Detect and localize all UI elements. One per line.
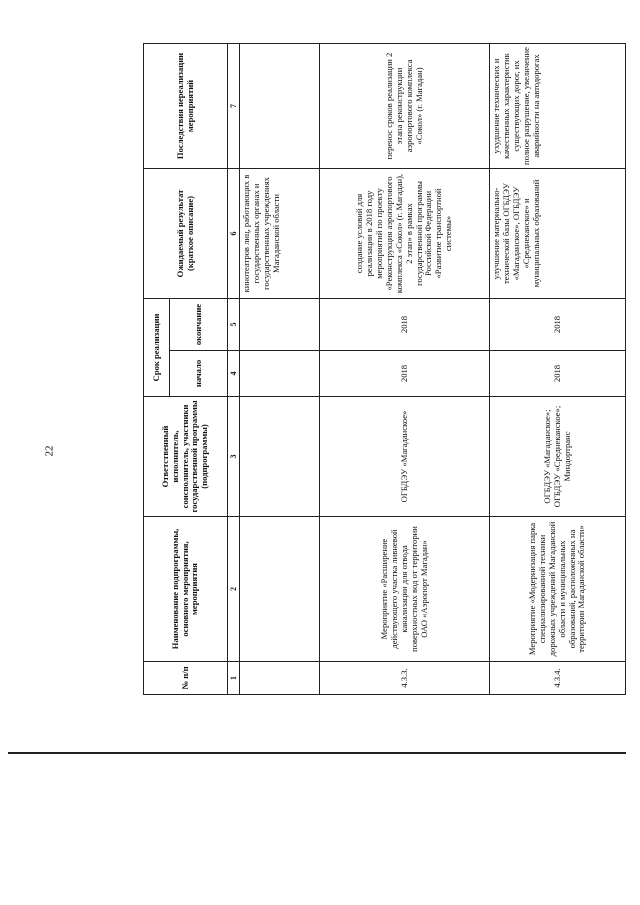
header-num: № п/п	[144, 662, 228, 695]
row-start: 2018	[320, 351, 490, 397]
row-end: 2018	[320, 298, 490, 350]
row-consequence: ухудшение технических и качественных характеристик существующих дорог, их полное разрушение, увеличение аварийности на автодорогах	[490, 43, 626, 168]
header-start: начало	[170, 351, 228, 397]
row-name: Мероприятие «Модернизация парка специализированной техники дорожных учреждений Магаданской области и муниципальных образований, расположенных на территории Магаданской области»	[490, 517, 626, 662]
page-number: 22	[43, 445, 56, 457]
row-end	[240, 298, 320, 350]
row-start	[240, 351, 320, 397]
col-number: 1	[228, 662, 240, 695]
program-table-container	[143, 44, 625, 695]
row-responsible	[240, 397, 320, 517]
row-num: 4.3.4.	[490, 662, 626, 695]
row-result: создание условий для реализации в 2018 году мероприятий по проекту «Реконструкция аэропортового комплекса «Сокол» (г. Магадан), 2 этап» в рамках государственной программы Российской Федерации «Развитие транспортной системы»	[320, 168, 490, 298]
col-number: 7	[228, 43, 240, 168]
header-result: Ожидаемый результат (краткое описание)	[144, 168, 228, 298]
row-name	[240, 517, 320, 662]
header-consequence: Последствия нереализации мероприятий	[144, 43, 228, 168]
horizontal-rule	[8, 752, 626, 754]
header-responsible: Ответственный исполнитель, соисполнитель, участники государственной программы (подпрограммы)	[144, 397, 228, 517]
row-responsible: ОГБДЭУ «Магаданское»	[320, 397, 490, 517]
row-end: 2018	[490, 298, 626, 350]
col-number: 2	[228, 517, 240, 662]
row-name: Мероприятие «Расширение действующего участка ливневой канализации для отвода поверхностных вод от территории ОАО «Аэропорт Магадан»	[320, 517, 490, 662]
header-end: окончание	[170, 298, 228, 350]
table-row	[320, 43, 490, 694]
col-number: 3	[228, 397, 240, 517]
header-period: Срок реализации	[144, 298, 170, 396]
col-number: 5	[228, 298, 240, 350]
row-start: 2018	[490, 351, 626, 397]
program-table	[143, 43, 626, 695]
row-result: улучшение материально-технической базы ОГБДЭУ «Магаданское», ОГБДЭУ «Среднеканское» и муниципальных образований	[490, 168, 626, 298]
row-result: кинотеатров лиц, работающих в государственных органах и государственных учреждениях Магаданской области	[240, 168, 320, 298]
table-row	[490, 43, 626, 694]
row-consequence	[240, 43, 320, 168]
row-consequence: перенос сроков реализации 2 этапа реконструкции аэропортового комплекса «Сокол» (г. Магадан)	[320, 43, 490, 168]
header-name: Наименование подпрограммы, основного мероприятия, мероприятия	[144, 517, 228, 662]
table-row	[240, 43, 320, 694]
row-responsible: ОГБДЭУ «Магаданское»; ОГБДЭУ «Среднеканское»; Миндортранс	[490, 397, 626, 517]
row-num	[240, 662, 320, 695]
col-number: 6	[228, 168, 240, 298]
row-num: 4.3.3.	[320, 662, 490, 695]
col-number: 4	[228, 351, 240, 397]
